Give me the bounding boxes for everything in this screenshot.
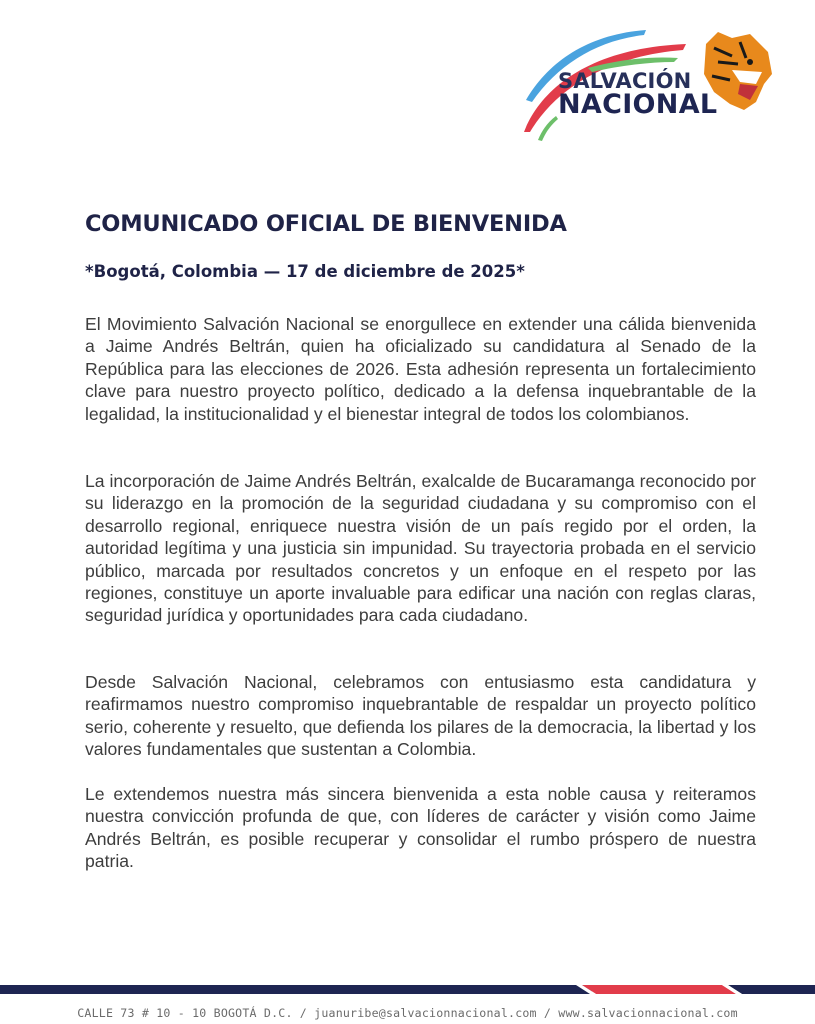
dateline: *Bogotá, Colombia — 17 de diciembre de 2025*: [85, 262, 525, 281]
footer-bar-red-segment: [582, 985, 736, 994]
paragraph-2: La incorporación de Jaime Andrés Beltrán, exalcalde de Bucaramanga reconocido por su liderazgo en la promoción de la seguridad ciudadana y su compromiso con el desarrollo regional, enriquece nuestra visión de un país regido por el orden, la autoridad legítima y una justicia sin impunidad. Su trayectoria probada en el servicio público, marcada por resultados concretos y un enfoque en el respeto por las regiones, constituye un aporte invaluable para edificar una nación con reglas claras, seguridad jurídica y oportunidades para cada ciudadano.: [85, 471, 756, 626]
footer-divider-bar: [0, 985, 815, 994]
document-title: COMUNICADO OFICIAL DE BIENVENIDA: [85, 211, 567, 237]
paragraph-4: Le extendemos nuestra más sincera bienvenida a esta noble causa y reiteramos nuestra convicción profunda de que, con líderes de carácter y visión como Jaime Andrés Beltrán, es posible recuperar y consolidar el rumbo próspero de nuestra patria.: [85, 784, 756, 872]
logo-text-nacional: NACIONAL: [558, 89, 718, 120]
paragraph-3: Desde Salvación Nacional, celebramos con entusiasmo esta candidatura y reafirmamos nuestro compromiso inquebrantable de respaldar un proyecto político serio, coherente y resuelto, que defienda los pilares de la democracia, la libertad y los valores fundamentales que sustentan a Colombia.: [85, 672, 756, 760]
footer-bar-navy-left: [0, 985, 592, 994]
paragraph-1: El Movimiento Salvación Nacional se enorgullece en extender una cálida bienvenida a Jaime Andrés Beltrán, quien ha oficializado su candidatura al Senado de la República para las elecciones de 2026. Esta adhesión representa un fortalecimiento clave para nuestro proyecto político, dedicado a la defensa inquebrantable de la legalidad, la institucionalidad y el bienestar integral de todos los colombianos.: [85, 314, 756, 424]
logo-green-stroke-bottom: [538, 116, 558, 141]
logo-text-salvacion: SALVACIÓN: [558, 69, 692, 93]
salvacion-nacional-logo: [518, 22, 780, 144]
footer-bar-navy-right: [728, 985, 815, 994]
footer-contact: CALLE 73 # 10 - 10 BOGOTÁ D.C. / juanuribe@salvacionnacional.com / www.salvacionnacional.com: [77, 1006, 738, 1020]
